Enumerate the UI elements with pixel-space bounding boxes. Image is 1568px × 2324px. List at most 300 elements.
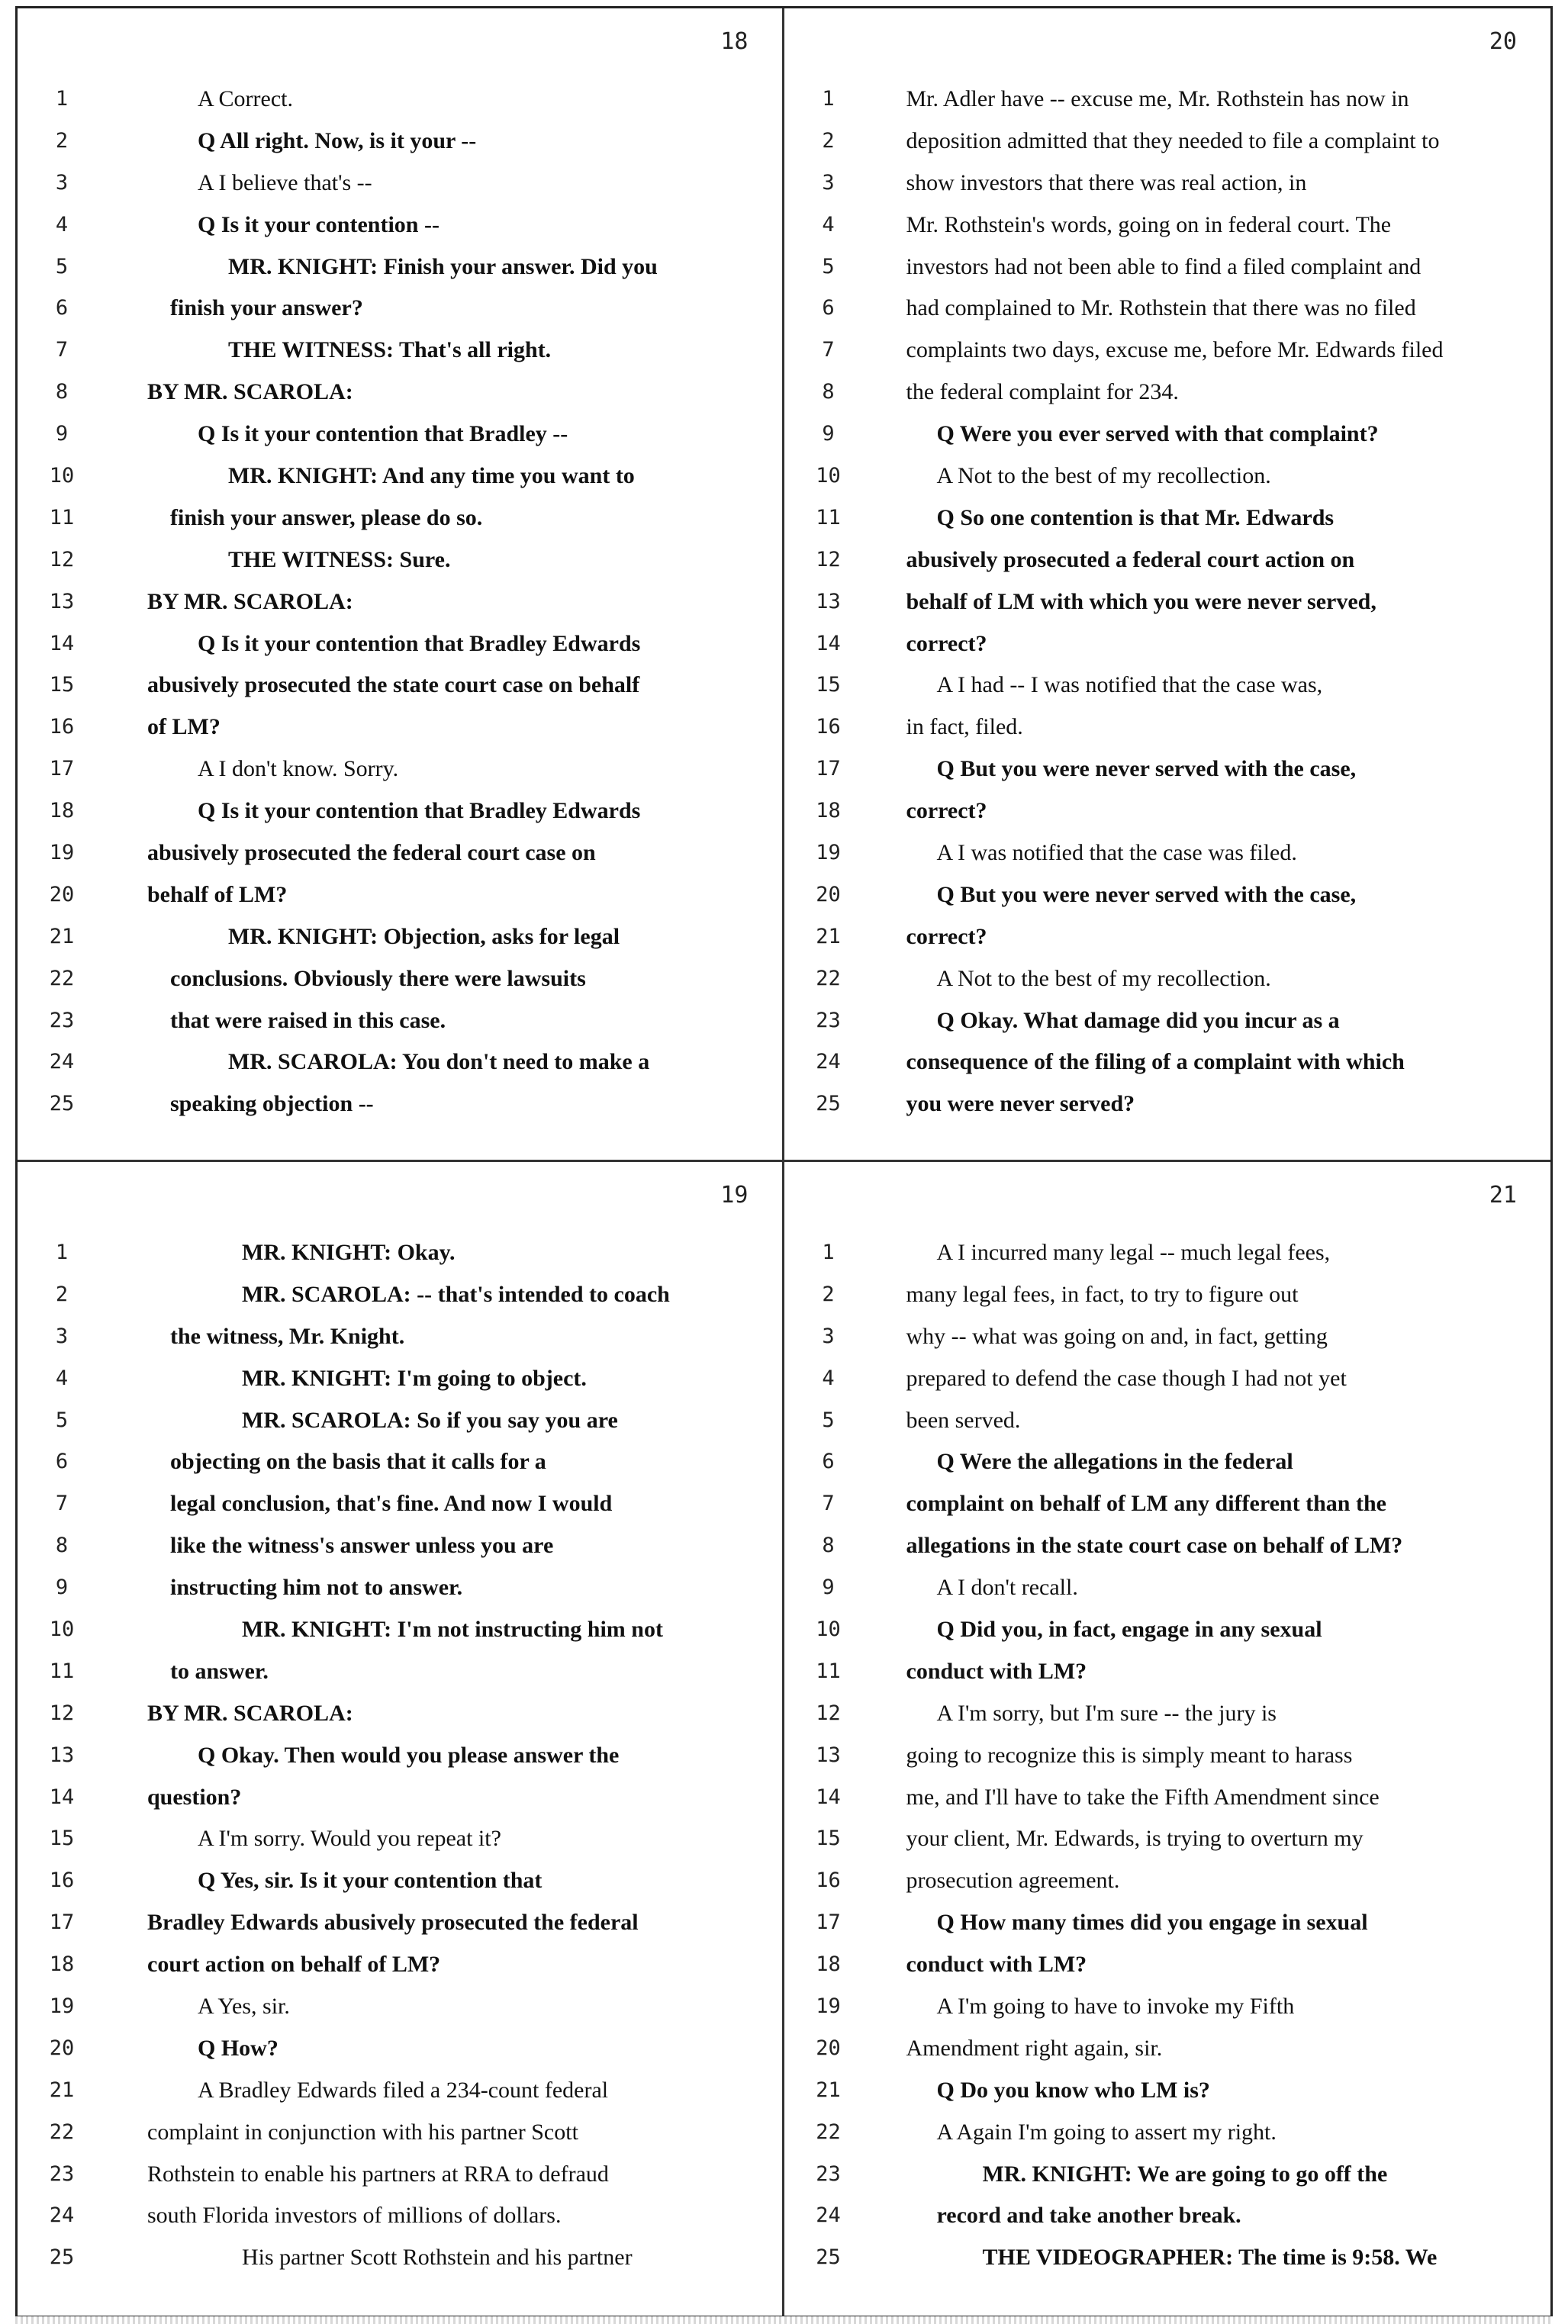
page-number: 21 [1489, 1182, 1517, 1209]
transcript-line [18, 1735, 782, 1777]
line-number: 12 [49, 1701, 75, 1725]
line-text: speaking objection -- [170, 1091, 374, 1117]
line-number: 10 [49, 464, 75, 488]
line-number: 12 [49, 547, 75, 571]
transcript-line [18, 246, 782, 288]
transcript-line [784, 1483, 1551, 1525]
transcript-line [784, 2028, 1551, 2070]
line-number: 19 [49, 841, 75, 865]
line-text: BY MR. SCAROLA: [147, 1700, 353, 1726]
line-text: Q Were you ever served with that complaint? [936, 421, 1379, 447]
transcript-sheet [15, 6, 1553, 2318]
line-text: A Not to the best of my recollection. [936, 463, 1271, 489]
line-number: 10 [816, 1617, 841, 1642]
transcript-line [784, 1818, 1551, 1860]
line-text: A I believe that's -- [198, 169, 372, 195]
line-number: 15 [816, 673, 841, 697]
line-number: 7 [55, 338, 69, 362]
line-text: THE WITNESS: Sure. [228, 546, 451, 572]
line-number: 6 [55, 296, 69, 320]
line-text: MR. KNIGHT: I'm going to object. [242, 1365, 587, 1391]
line-number: 9 [55, 422, 69, 446]
transcript-line [18, 832, 782, 874]
transcript-line [784, 790, 1551, 832]
line-text: Q Yes, sir. Is it your contention that [198, 1868, 543, 1894]
line-text: allegations in the state court case on behalf of LM? [906, 1533, 1403, 1559]
line-number: 5 [55, 254, 69, 278]
line-number: 7 [55, 1492, 69, 1516]
line-number: 4 [822, 1366, 835, 1390]
line-text: that were raised in this case. [170, 1007, 446, 1033]
line-number: 5 [55, 1408, 69, 1432]
transcript-line [784, 163, 1551, 204]
transcript-line [18, 1483, 782, 1525]
transcript-line [784, 246, 1551, 288]
line-number: 2 [822, 1282, 835, 1306]
line-text: conclusions. Obviously there were lawsuits [170, 965, 586, 991]
line-text: Q But you were never served with the case, [936, 881, 1357, 907]
transcript-line [18, 1567, 782, 1609]
line-number: 20 [816, 2036, 841, 2060]
transcript-line [18, 1860, 782, 1902]
line-number: 14 [816, 1785, 841, 1809]
transcript-line [784, 1567, 1551, 1609]
transcript-line [784, 707, 1551, 748]
line-number: 16 [49, 1869, 75, 1893]
transcript-line [784, 539, 1551, 581]
line-text: to answer. [170, 1658, 269, 1684]
line-number: 23 [816, 1008, 841, 1032]
line-number: 25 [49, 2245, 75, 2270]
transcript-line [784, 330, 1551, 372]
scan-artifact-strip [15, 2316, 1553, 2324]
line-text: deposition admitted that they needed to file a complaint to [906, 127, 1440, 153]
line-text: Q Did you, in fact, engage in any sexual [936, 1617, 1322, 1643]
page-number: 18 [720, 28, 749, 55]
line-number: 10 [816, 464, 841, 488]
line-text: A Correct. [198, 86, 293, 111]
transcript-line [18, 1000, 782, 1042]
transcript-line [18, 121, 782, 163]
line-number: 11 [816, 505, 841, 529]
page-panel-21 [784, 1162, 1551, 2316]
line-text: Q Were the allegations in the federal [936, 1449, 1293, 1475]
line-text: of LM? [147, 714, 221, 740]
transcript-line [18, 2237, 782, 2279]
line-number: 20 [49, 2036, 75, 2060]
line-text: Q Is it your contention that Bradley Edwards [198, 798, 641, 824]
line-text: Q Is it your contention that Bradley Edwards [198, 630, 641, 656]
transcript-line [18, 497, 782, 539]
line-text: instructing him not to answer. [170, 1575, 463, 1601]
line-text: behalf of LM? [147, 881, 288, 907]
line-number: 18 [49, 1952, 75, 1977]
line-number: 11 [49, 1659, 75, 1683]
line-number: 13 [816, 1743, 841, 1767]
line-number: 17 [816, 757, 841, 781]
line-text: Mr. Rothstein's words, going on in federal court. The [906, 211, 1392, 237]
transcript-line [18, 2154, 782, 2196]
line-number: 12 [816, 1701, 841, 1725]
line-text: MR. SCAROLA: You don't need to make a [228, 1049, 650, 1075]
line-number: 25 [816, 2245, 841, 2270]
transcript-line [18, 1693, 782, 1735]
transcript-line [784, 1000, 1551, 1042]
line-number: 23 [49, 2161, 75, 2186]
transcript-line [784, 623, 1551, 665]
line-text: A I'm sorry, but I'm sure -- the jury is [936, 1700, 1277, 1726]
transcript-line [18, 2112, 782, 2154]
line-number: 3 [822, 1324, 835, 1348]
line-number: 13 [49, 589, 75, 613]
line-text: correct? [906, 630, 987, 656]
line-text: complaint on behalf of LM any different than the [906, 1491, 1386, 1517]
transcript-line [18, 958, 782, 1000]
transcript-line [18, 455, 782, 497]
line-number: 22 [49, 966, 75, 990]
line-number: 22 [49, 2120, 75, 2144]
line-text: had complained to Mr. Rothstein that there was no filed [906, 295, 1416, 321]
line-number: 9 [822, 422, 835, 446]
line-text: consequence of the filing of a complaint with which [906, 1049, 1405, 1075]
line-number: 19 [816, 1994, 841, 2019]
line-number: 11 [816, 1659, 841, 1683]
transcript-line [18, 1441, 782, 1483]
line-text: MR. KNIGHT: Okay. [242, 1240, 456, 1265]
line-number: 9 [822, 1576, 835, 1600]
transcript-line [18, 1651, 782, 1693]
transcript-line [18, 330, 782, 372]
transcript-line [18, 2195, 782, 2237]
line-text: MR. KNIGHT: Finish your answer. Did you [228, 253, 658, 279]
line-text: MR. KNIGHT: And any time you want to [228, 463, 635, 489]
transcript-line [18, 1358, 782, 1400]
transcript-line [18, 1944, 782, 1986]
transcript-lines [18, 79, 782, 1125]
line-number: 15 [816, 1827, 841, 1851]
line-number: 14 [816, 631, 841, 655]
transcript-line [784, 79, 1551, 121]
line-number: 13 [49, 1743, 75, 1767]
line-text: His partner Scott Rothstein and his partner [242, 2245, 633, 2271]
transcript-line [18, 748, 782, 790]
transcript-line [18, 1083, 782, 1125]
line-number: 18 [816, 799, 841, 823]
line-text: legal conclusion, that's fine. And now I would [170, 1491, 613, 1517]
transcript-line [784, 748, 1551, 790]
line-text: BY MR. SCAROLA: [147, 588, 353, 614]
line-number: 21 [49, 2078, 75, 2102]
line-number: 19 [49, 1994, 75, 2019]
line-number: 15 [49, 673, 75, 697]
transcript-line [18, 204, 782, 246]
transcript-line [18, 2070, 782, 2112]
line-number: 20 [49, 882, 75, 906]
line-number: 6 [822, 1450, 835, 1474]
line-number: 24 [816, 2203, 841, 2228]
transcript-line [784, 288, 1551, 330]
line-text: BY MR. SCAROLA: [147, 379, 353, 405]
line-number: 17 [816, 1910, 841, 1935]
line-text: correct? [906, 798, 987, 824]
line-text: Q Do you know who LM is? [936, 2077, 1210, 2103]
transcript-line [18, 581, 782, 623]
line-text: A Not to the best of my recollection. [936, 965, 1271, 991]
line-number: 10 [49, 1617, 75, 1642]
line-number: 9 [55, 1576, 69, 1600]
transcript-line [784, 1944, 1551, 1986]
transcript-line [784, 497, 1551, 539]
line-text: Q Is it your contention -- [198, 211, 439, 237]
line-text: in fact, filed. [906, 714, 1023, 740]
transcript-line [18, 790, 782, 832]
line-text: me, and I'll have to take the Fifth Amendment since [906, 1784, 1380, 1810]
line-text: question? [147, 1784, 242, 1810]
line-number: 16 [816, 715, 841, 739]
line-number: 7 [822, 338, 835, 362]
line-number: 5 [822, 254, 835, 278]
line-number: 8 [822, 1534, 835, 1558]
line-text: A I was notified that the case was filed. [936, 840, 1297, 866]
line-text: many legal fees, in fact, to try to figure out [906, 1281, 1299, 1307]
transcript-line [18, 163, 782, 204]
line-number: 7 [822, 1492, 835, 1516]
line-text: the federal complaint for 234. [906, 379, 1179, 405]
transcript-line [784, 1274, 1551, 1316]
line-text: MR. KNIGHT: We are going to go off the [982, 2161, 1388, 2187]
transcript-line [784, 2237, 1551, 2279]
line-number: 18 [816, 1952, 841, 1977]
transcript-line [784, 1735, 1551, 1777]
line-text: Q All right. Now, is it your -- [198, 127, 477, 153]
transcript-line [784, 121, 1551, 163]
transcript-line [18, 79, 782, 121]
line-number: 12 [816, 547, 841, 571]
line-text: correct? [906, 923, 987, 949]
line-text: Q But you were never served with the case, [936, 756, 1357, 782]
line-number: 4 [55, 212, 69, 237]
line-number: 2 [822, 128, 835, 153]
transcript-line [18, 623, 782, 665]
transcript-line [784, 916, 1551, 958]
transcript-line [784, 1902, 1551, 1944]
transcript-line [18, 2028, 782, 2070]
page-panel-19 [18, 1162, 784, 2316]
page-number: 19 [720, 1182, 749, 1209]
line-text: objecting on the basis that it calls for a [170, 1449, 546, 1475]
line-number: 4 [822, 212, 835, 237]
transcript-line [18, 1274, 782, 1316]
line-text: Q Is it your contention that Bradley -- [198, 421, 568, 447]
line-text: investors had not been able to find a filed complaint and [906, 253, 1422, 279]
line-text: A I'm going to have to invoke my Fifth [936, 1994, 1295, 2020]
page-panel-18 [18, 8, 784, 1162]
line-number: 16 [816, 1869, 841, 1893]
line-number: 19 [816, 841, 841, 865]
line-number: 24 [816, 1050, 841, 1074]
line-text: A Again I'm going to assert my right. [936, 2119, 1277, 2145]
transcript-line [784, 1232, 1551, 1274]
transcript-line [784, 1651, 1551, 1693]
line-text: like the witness's answer unless you are [170, 1533, 554, 1559]
transcript-line [784, 958, 1551, 1000]
line-number: 23 [49, 1008, 75, 1032]
transcript-line [784, 2112, 1551, 2154]
transcript-line [784, 2195, 1551, 2237]
line-number: 4 [55, 1366, 69, 1390]
line-number: 14 [49, 631, 75, 655]
transcript-line [784, 1525, 1551, 1567]
transcript-line [18, 1818, 782, 1860]
line-number: 8 [55, 1534, 69, 1558]
transcript-line [784, 1400, 1551, 1442]
line-text: abusively prosecuted a federal court action on [906, 546, 1355, 572]
transcript-line [784, 455, 1551, 497]
line-number: 20 [816, 882, 841, 906]
line-number: 1 [822, 87, 835, 111]
line-number: 22 [816, 2120, 841, 2144]
transcript-line [18, 1902, 782, 1944]
transcript-line [18, 372, 782, 414]
transcript-line [784, 1860, 1551, 1902]
line-text: A I don't know. Sorry. [198, 756, 399, 782]
transcript-line [18, 1316, 782, 1358]
transcript-line [784, 1693, 1551, 1735]
line-number: 5 [822, 1408, 835, 1432]
line-number: 15 [49, 1827, 75, 1851]
transcript-line [784, 2070, 1551, 2112]
line-text: why -- what was going on and, in fact, getting [906, 1323, 1328, 1349]
transcript-line [784, 204, 1551, 246]
line-number: 1 [55, 1241, 69, 1264]
line-number: 22 [816, 966, 841, 990]
line-text: A I had -- I was notified that the case was, [936, 672, 1323, 698]
line-text: Rothstein to enable his partners at RRA to defraud [147, 2161, 609, 2187]
line-number: 21 [816, 924, 841, 948]
transcript-line [18, 288, 782, 330]
line-text: been served. [906, 1407, 1021, 1433]
line-text: A Yes, sir. [198, 1994, 290, 2020]
line-text: south Florida investors of millions of dollars. [147, 2203, 562, 2229]
line-text: abusively prosecuted the state court case on behalf [147, 672, 640, 698]
transcript-line [784, 2154, 1551, 2196]
line-number: 1 [55, 87, 69, 111]
transcript-line [18, 1041, 782, 1083]
transcript-line [784, 1041, 1551, 1083]
line-number: 2 [55, 1282, 69, 1306]
line-text: behalf of LM with which you were never served, [906, 588, 1376, 614]
transcript-line [784, 414, 1551, 455]
line-number: 6 [822, 296, 835, 320]
line-text: Q How? [198, 2035, 279, 2061]
line-text: THE WITNESS: That's all right. [228, 337, 552, 363]
transcript-line [18, 665, 782, 707]
line-text: prosecution agreement. [906, 1868, 1120, 1894]
line-number: 1 [822, 1241, 835, 1264]
line-text: MR. SCAROLA: So if you say you are [242, 1407, 618, 1433]
line-number: 3 [55, 170, 69, 195]
line-text: Q How many times did you engage in sexual [936, 1910, 1368, 1936]
page-panel-20 [784, 8, 1551, 1162]
line-text: the witness, Mr. Knight. [170, 1323, 405, 1349]
line-text: abusively prosecuted the federal court case on [147, 840, 596, 866]
transcript-line [18, 916, 782, 958]
line-text: prepared to defend the case though I had not yet [906, 1365, 1347, 1391]
line-number: 18 [49, 799, 75, 823]
line-number: 2 [55, 128, 69, 153]
line-text: finish your answer, please do so. [170, 504, 483, 530]
line-text: you were never served? [906, 1091, 1135, 1117]
line-number: 6 [55, 1450, 69, 1474]
transcript-lines [784, 1232, 1551, 2279]
transcript-line [784, 874, 1551, 916]
line-text: conduct with LM? [906, 1952, 1087, 1978]
line-text: MR. KNIGHT: Objection, asks for legal [228, 923, 620, 949]
transcript-line [784, 581, 1551, 623]
line-text: Q Okay. Then would you please answer the [198, 1742, 620, 1768]
transcript-line [18, 1609, 782, 1651]
line-text: court action on behalf of LM? [147, 1952, 441, 1978]
transcript-line [18, 874, 782, 916]
transcript-lines [784, 79, 1551, 1125]
transcript-line [784, 1609, 1551, 1651]
line-text: MR. SCAROLA: -- that's intended to coach [242, 1281, 670, 1307]
line-number: 8 [822, 380, 835, 404]
line-text: going to recognize this is simply meant to harass [906, 1742, 1353, 1768]
transcript-line [784, 1441, 1551, 1483]
transcript-line [784, 665, 1551, 707]
line-text: Mr. Adler have -- excuse me, Mr. Rothstein has now in [906, 86, 1409, 111]
line-number: 23 [816, 2161, 841, 2186]
line-number: 11 [49, 505, 75, 529]
line-text: record and take another break. [936, 2203, 1241, 2229]
line-number: 17 [49, 757, 75, 781]
transcript-line [18, 1232, 782, 1274]
transcript-line [784, 1316, 1551, 1358]
transcript-line [784, 1777, 1551, 1819]
line-number: 24 [49, 2203, 75, 2228]
line-number: 17 [49, 1910, 75, 1935]
line-number: 3 [822, 170, 835, 195]
line-text: complaints two days, excuse me, before Mr. Edwards filed [906, 337, 1444, 363]
line-text: A I'm sorry. Would you repeat it? [198, 1826, 501, 1852]
line-number: 24 [49, 1050, 75, 1074]
transcript-line [784, 832, 1551, 874]
line-number: 3 [55, 1324, 69, 1348]
line-text: Amendment right again, sir. [906, 2035, 1163, 2061]
line-number: 16 [49, 715, 75, 739]
line-text: A I incurred many legal -- much legal fees, [936, 1240, 1331, 1265]
transcript-line [784, 372, 1551, 414]
line-number: 25 [816, 1092, 841, 1116]
transcript-lines [18, 1232, 782, 2279]
line-number: 21 [49, 924, 75, 948]
line-number: 14 [49, 1785, 75, 1809]
line-text: Q So one contention is that Mr. Edwards [936, 504, 1335, 530]
line-text: your client, Mr. Edwards, is trying to overturn my [906, 1826, 1364, 1852]
line-text: A Bradley Edwards filed a 234-count federal [198, 2077, 609, 2103]
transcript-line [18, 414, 782, 455]
line-text: Bradley Edwards abusively prosecuted the federal [147, 1910, 639, 1936]
line-text: conduct with LM? [906, 1658, 1087, 1684]
line-text: MR. KNIGHT: I'm not instructing him not [242, 1617, 663, 1643]
transcript-line [18, 707, 782, 748]
line-text: Q Okay. What damage did you incur as a [936, 1007, 1340, 1033]
line-number: 8 [55, 380, 69, 404]
transcript-line [784, 1083, 1551, 1125]
transcript-line [784, 1358, 1551, 1400]
line-text: complaint in conjunction with his partner Scott [147, 2119, 578, 2145]
